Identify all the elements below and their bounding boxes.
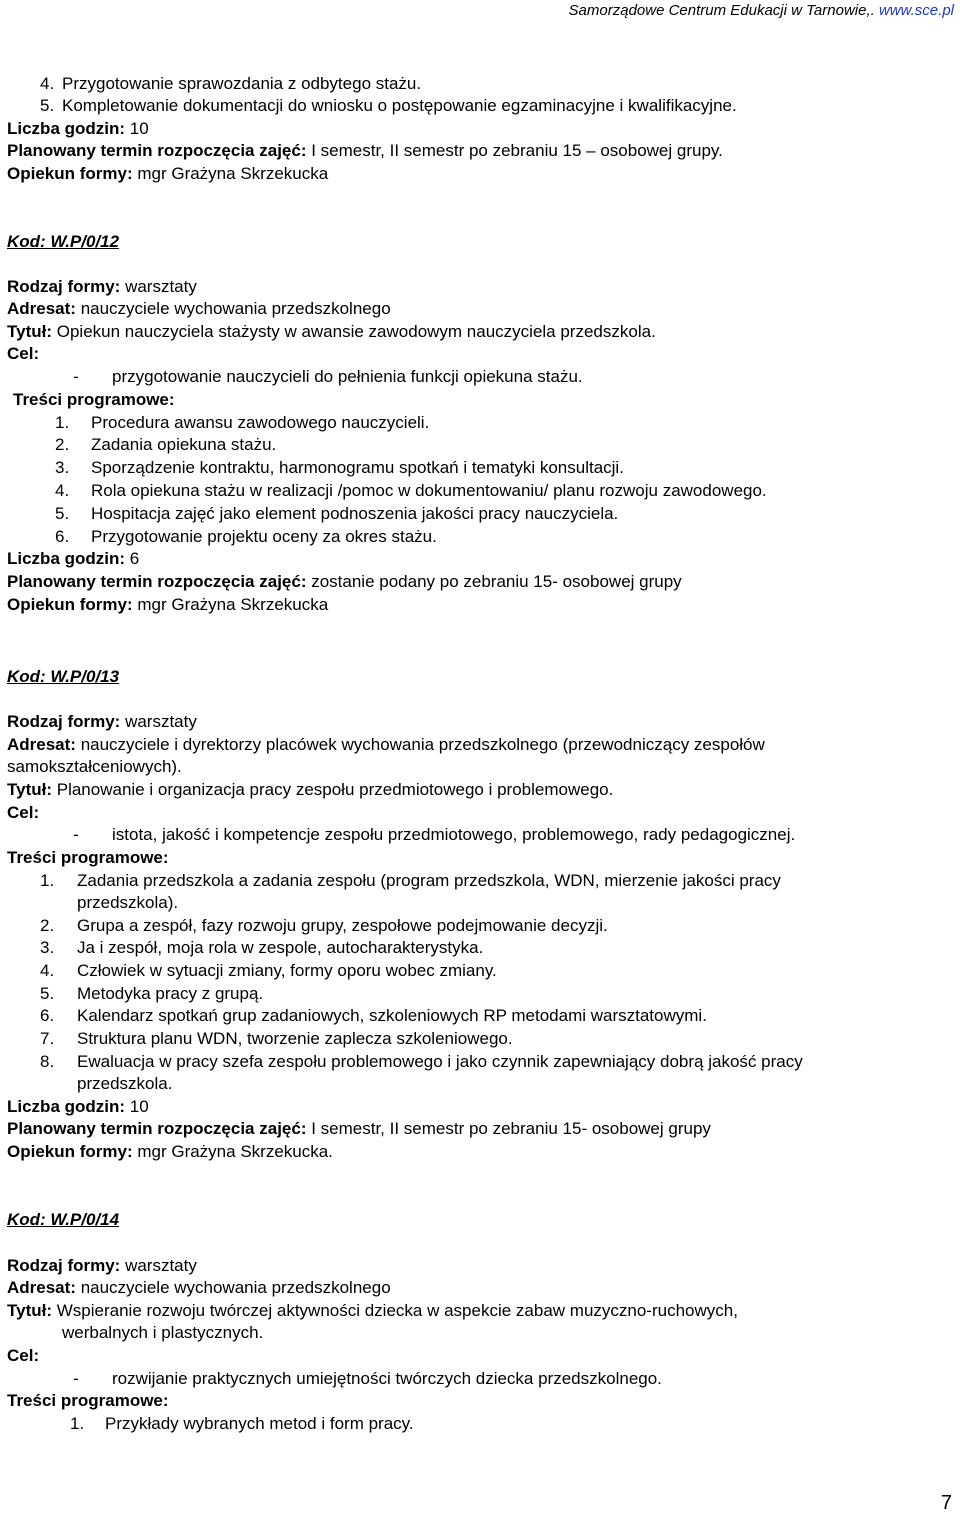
goal-label: Cel:: [7, 803, 40, 822]
addressee-line: Adresat: nauczyciele wychowania przedszkolnego: [7, 299, 391, 318]
list-item-cont: przedszkola).: [77, 893, 179, 912]
tutor-line: Opiekun formy: mgr Grażyna Skrzekucka.: [7, 1142, 333, 1161]
hours-line: Liczba godzin: 10: [7, 119, 149, 138]
list-item: 1. Zadania przedszkola a zadania zespołu (program przedszkola, WDN, mierzenie jakości pracy: [40, 871, 781, 890]
list-item: 1. Przykłady wybranych metod i form pracy.: [70, 1414, 414, 1433]
list-item: 5. Metodyka pracy z grupą.: [40, 984, 264, 1003]
header-url[interactable]: www.sce.pl: [878, 2, 954, 19]
form-line: Rodzaj formy: warsztaty: [7, 277, 197, 296]
title-line: Tytuł: Wspieranie rozwoju twórczej aktywności dziecka w aspekcie zabaw muzyczno-ruchowych,: [7, 1301, 738, 1320]
list-item-cont: przedszkola.: [77, 1074, 173, 1093]
title-line-cont: werbalnych i plastycznych.: [62, 1323, 264, 1342]
section-code: Kod: W.P/0/14: [7, 1210, 120, 1229]
addressee-line: Adresat: nauczyciele wychowania przedszkolnego: [7, 1278, 391, 1297]
goal-label: Cel:: [7, 1346, 40, 1365]
list-item: 3. Ja i zespół, moja rola w zespole, autocharakterystyka.: [40, 938, 484, 957]
goal-dash: -: [73, 1369, 79, 1388]
list-item: 6. Kalendarz spotkań grup zadaniowych, szkoleniowych RP metodami warsztatowymi.: [40, 1006, 707, 1025]
goal-label: Cel:: [7, 344, 40, 363]
goal-text: rozwijanie praktycznych umiejętności twórczych dziecka przedszkolnego.: [112, 1369, 662, 1388]
goal-text: przygotowanie nauczycieli do pełnienia funkcji opiekuna stażu.: [112, 367, 583, 386]
section-code: Kod: W.P/0/12: [7, 232, 120, 251]
list-item: 6. Przygotowanie projektu oceny za okres stażu.: [55, 527, 437, 546]
page-header: [569, 2, 954, 19]
addressee-line-cont: samokształceniowych).: [7, 757, 182, 776]
section-code: Kod: W.P/0/13: [7, 667, 120, 686]
title-line: Tytuł: Planowanie i organizacja pracy zespołu przedmiotowego i problemowego.: [7, 780, 614, 799]
addressee-line: Adresat: nauczyciele i dyrektorzy placówek wychowania przedszkolnego (przewodniczący zespołów: [7, 735, 765, 754]
list-item: 2. Grupa a zespół, fazy rozwoju grupy, zespołowe podejmowanie decyzji.: [40, 916, 608, 935]
tutor-line: Opiekun formy: mgr Grażyna Skrzekucka: [7, 164, 329, 183]
list-item: 4. Rola opiekuna stażu w realizacji /pomoc w dokumentowaniu/ planu rozwoju zawodowego.: [55, 481, 767, 500]
list-item: 5. Kompletowanie dokumentacji do wniosku o postępowanie egzaminacyjne i kwalifikacyjne.: [40, 96, 737, 115]
list-item: 7. Struktura planu WDN, tworzenie zaplecza szkoleniowego.: [40, 1029, 513, 1048]
list-item: 8. Ewaluacja w pracy szefa zespołu problemowego i jako czynnik zapewniający dobrą jakość pracy: [40, 1052, 803, 1071]
list-item: 2. Zadania opiekuna stażu.: [55, 435, 277, 454]
list-item: 4. Przygotowanie sprawozdania z odbytego stażu.: [40, 74, 422, 93]
title-line: Tytuł: Opiekun nauczyciela stażysty w awansie zawodowym nauczyciela przedszkola.: [7, 322, 656, 341]
goal-text: istota, jakość i kompetencje zespołu przedmiotowego, problemowego, rady pedagogicznej.: [112, 825, 796, 844]
content-label: Treści programowe:: [13, 390, 175, 409]
form-line: Rodzaj formy: warsztaty: [7, 712, 197, 731]
goal-dash: -: [73, 825, 79, 844]
hours-line: Liczba godzin: 6: [7, 549, 140, 568]
list-item: 4. Człowiek w sytuacji zmiany, formy oporu wobec zmiany.: [40, 961, 497, 980]
term-line: Planowany termin rozpoczęcia zajęć: zostanie podany po zebraniu 15- osobowej grupy: [7, 572, 682, 591]
page-number: 7: [940, 1492, 952, 1514]
term-line: Planowany termin rozpoczęcia zajęć: I semestr, II semestr po zebraniu 15 – osobowej grupy.: [7, 141, 723, 160]
list-item: 5. Hospitacja zajęć jako element podnoszenia jakości pracy nauczyciela.: [55, 504, 619, 523]
hours-line: Liczba godzin: 10: [7, 1097, 149, 1116]
term-line: Planowany termin rozpoczęcia zajęć: I semestr, II semestr po zebraniu 15- osobowej grupy: [7, 1119, 711, 1138]
goal-dash: -: [73, 367, 79, 386]
header-text: Samorządowe Centrum Edukacji w Tarnowie,.: [568, 2, 879, 19]
form-line: Rodzaj formy: warsztaty: [7, 1256, 197, 1275]
list-item: 1. Procedura awansu zawodowego nauczycieli.: [55, 413, 430, 432]
tutor-line: Opiekun formy: mgr Grażyna Skrzekucka: [7, 595, 329, 614]
content-label: Treści programowe:: [7, 1391, 169, 1410]
content-label: Treści programowe:: [7, 848, 169, 867]
list-item: 3. Sporządzenie kontraktu, harmonogramu spotkań i tematyki konsultacji.: [55, 458, 624, 477]
